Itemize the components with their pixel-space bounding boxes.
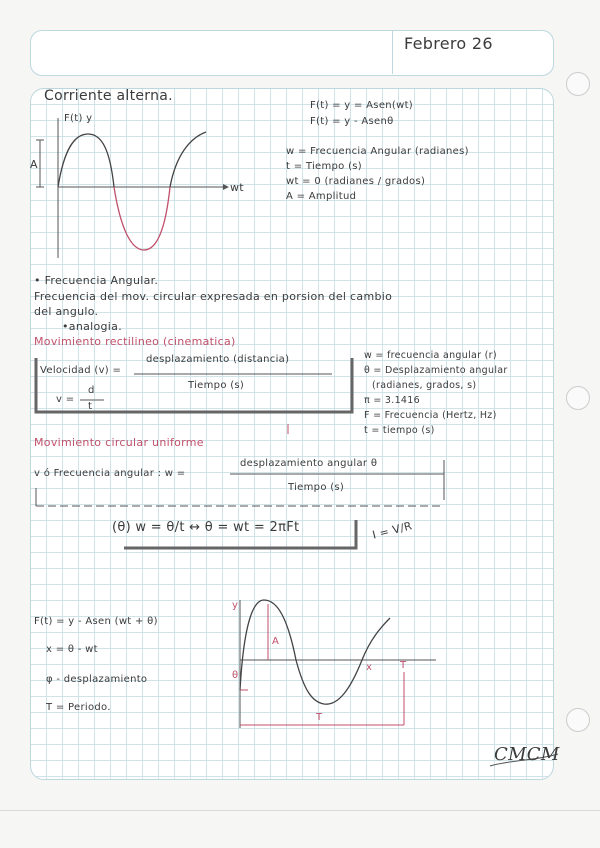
graph2-theta-label: θ	[232, 670, 239, 681]
date-label: Febrero 26	[404, 34, 493, 53]
definition-4: A = Amplitud	[286, 191, 357, 202]
graph2-x-label: x	[366, 662, 373, 673]
section-title-rectilinear-motion: Movimiento rectilineo (cinematica)	[34, 335, 236, 348]
definition-3: wt = 0 (radianes / grados)	[286, 176, 426, 187]
definition-1: w = Frecuencia Angular (radianes)	[286, 146, 469, 157]
formula-1: F(t) = y = Asen(wt)	[310, 100, 414, 111]
bullet-angular-frequency: • Frecuencia Angular.	[34, 274, 159, 287]
axis-x-label: wt	[230, 181, 244, 194]
v-equals: v =	[56, 394, 75, 405]
side-note-2: θ = Desplazamiento angular	[364, 365, 508, 376]
analogy-label: •analogia.	[62, 320, 123, 333]
graph2-period-marker: T	[400, 660, 407, 671]
angular-numerator: desplazamiento angular θ	[240, 458, 378, 469]
angular-denominator: Tiempo (s)	[288, 482, 345, 493]
signature: CMCM	[494, 744, 560, 765]
side-note-3: (radianes, grados, s)	[372, 380, 477, 391]
side-note-6: t = tiempo (s)	[364, 425, 435, 436]
axis-y-label: F(t) y	[64, 113, 93, 124]
x-formula: x = θ - wt	[46, 644, 98, 655]
graph2-y-label: y	[232, 600, 239, 611]
definition-2: t = Tiempo (s)	[286, 161, 362, 172]
formula-2: F(t) = y - Asenθ	[310, 116, 394, 127]
phase-shift-label: φ - desplazamiento	[46, 674, 148, 685]
phase-formula: F(t) = y - Asen (wt + θ)	[34, 616, 158, 627]
v-denominator: t	[88, 401, 93, 412]
velocity-denominator: Tiempo (s)	[188, 380, 245, 391]
boxed-formula: (θ) w = θ/t ↔ θ = wt = 2πFt	[112, 520, 300, 535]
side-note-1: w = frecuencia angular (r)	[364, 350, 497, 361]
ohms-law-formula: I = V/R	[371, 519, 414, 542]
angular-frequency-label: v ó Frecuencia angular : w =	[34, 468, 186, 479]
page-bottom-edge	[0, 810, 600, 811]
period-label: T = Periodo.	[46, 702, 111, 713]
definition-text-line-1: Frecuencia del mov. circular expresada en porsion del cambio	[34, 290, 393, 303]
graph2-amplitude-label: A	[272, 636, 280, 647]
v-numerator: d	[88, 385, 95, 396]
velocity-numerator: desplazamiento (distancia)	[146, 354, 290, 365]
graph2-period-label: T	[316, 712, 323, 723]
section-title-circular-motion: Movimiento circular uniforme	[34, 436, 204, 449]
definition-text-line-2: del angulo.	[34, 305, 99, 318]
amplitude-label: A	[30, 158, 38, 171]
velocity-label: Velocidad (v) =	[40, 365, 122, 376]
side-note-4: π = 3.1416	[364, 395, 420, 406]
side-note-5: F = Frecuencia (Hertz, Hz)	[364, 410, 497, 421]
section-title-alternating-current: Corriente alterna.	[44, 88, 173, 104]
